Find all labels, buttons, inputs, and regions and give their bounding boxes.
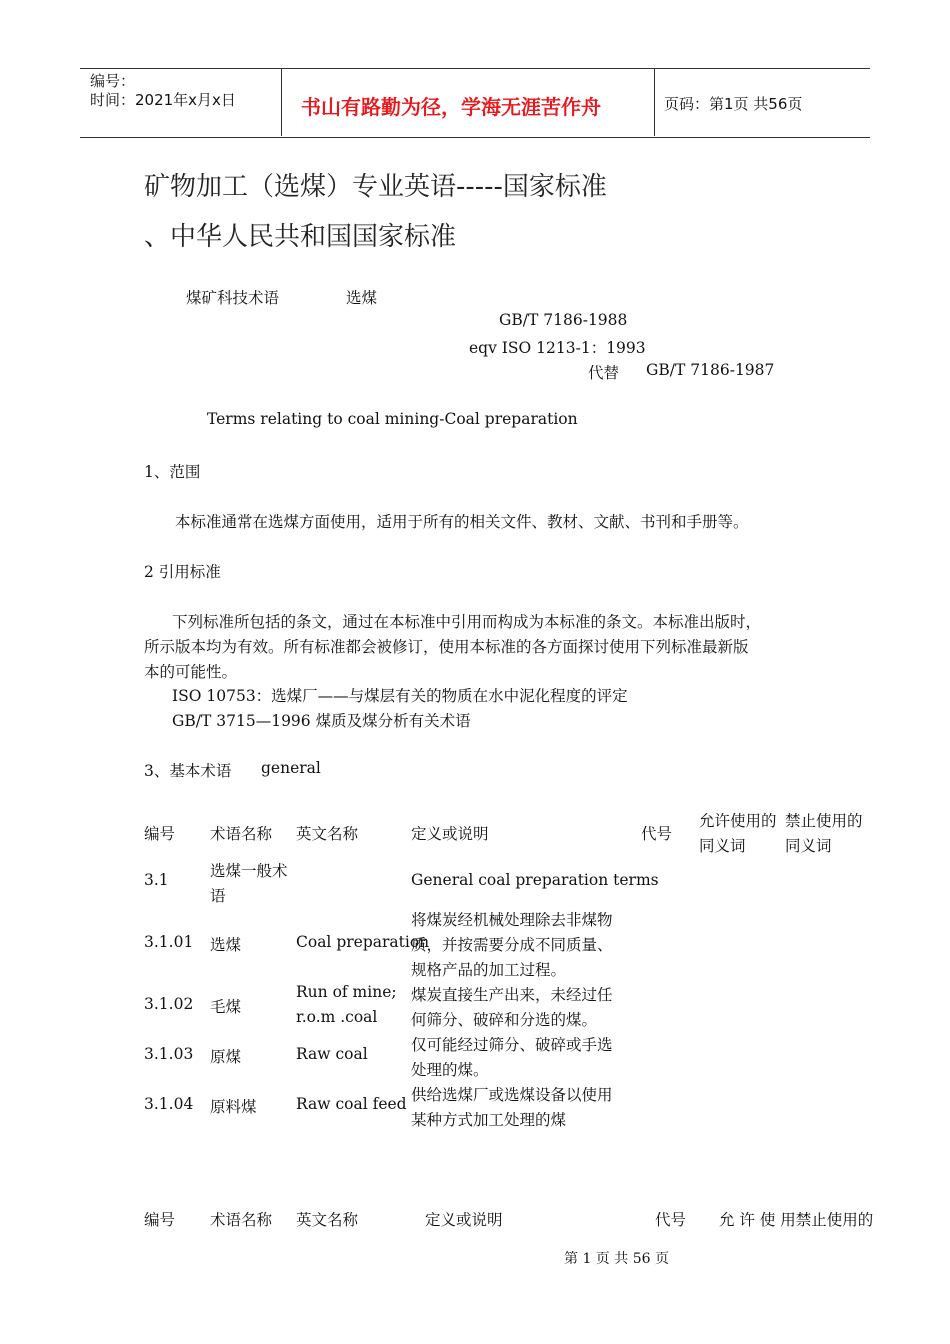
table-header-english: 英文名称 xyxy=(296,1211,359,1229)
section-heading: 2 引用标准 xyxy=(144,563,221,581)
header-divider xyxy=(281,68,282,136)
table-cell-definition: General coal preparation terms xyxy=(411,871,659,889)
table-header-banned-synonym: 同义词 xyxy=(785,837,832,855)
standard-topic: 选煤 xyxy=(346,289,378,307)
table-cell-english: Run of mine; xyxy=(296,983,397,1001)
table-cell-number: 3.1.04 xyxy=(144,1095,194,1113)
table-header-number: 编号 xyxy=(144,825,176,843)
header-time-label: 时间：2021年x月x日 xyxy=(90,91,236,109)
table-cell-definition: 质，并按需要分成不同质量、 xyxy=(411,936,613,954)
section-body-line: 本的可能性。 xyxy=(144,663,238,681)
table-cell-english: r.o.m .coal xyxy=(296,1008,378,1026)
table-cell-english: Coal preparation xyxy=(296,933,430,951)
standard-english-title: Terms relating to coal mining-Coal preparation xyxy=(207,410,578,428)
reference-item: GB/T 3715—1996 煤质及煤分析有关术语 xyxy=(172,712,471,730)
table-cell-definition: 煤炭直接生产出来，未经过任 xyxy=(411,986,613,1004)
standard-code: GB/T 7186-1988 xyxy=(499,311,628,329)
table-header-english: 英文名称 xyxy=(296,825,359,843)
table-cell-definition: 供给选煤厂或选煤设备以使用 xyxy=(411,1086,613,1104)
section-body-line: 下列标准所包括的条文，通过在本标准中引用而构成为本标准的条文。本标准出版时， xyxy=(172,613,762,631)
table-cell-english: Raw coal feed xyxy=(296,1095,407,1113)
table-cell-number: 3.1.01 xyxy=(144,933,194,951)
header-divider xyxy=(654,68,655,136)
table-header-code: 代号 xyxy=(655,1211,687,1229)
table-header-term: 术语名称 xyxy=(210,1211,273,1229)
table-header-allowed-synonym: 同义词 xyxy=(699,837,746,855)
standard-replaces-code: GB/T 7186-1987 xyxy=(646,361,775,379)
table-cell-term: 语 xyxy=(210,887,226,905)
table-header-number: 编号 xyxy=(144,1211,176,1229)
table-cell-number: 3.1.02 xyxy=(144,995,194,1013)
table-cell-term: 选煤 xyxy=(210,936,242,954)
table-header-definition: 定义或说明 xyxy=(425,1211,503,1229)
table-header-code: 代号 xyxy=(641,825,673,843)
table-cell-definition: 何筛分、破碎和分选的煤。 xyxy=(411,1011,598,1029)
table-cell-definition: 仅可能经过筛分、破碎或手选 xyxy=(411,1036,613,1054)
table-cell-definition: 处理的煤。 xyxy=(411,1061,489,1079)
header-page-info: 页码：第1页 共56页 xyxy=(664,95,803,113)
table-cell-term: 原料煤 xyxy=(210,1098,257,1116)
table-header-term: 术语名称 xyxy=(210,825,273,843)
table-cell-definition: 规格产品的加工过程。 xyxy=(411,961,567,979)
table-cell-term: 原煤 xyxy=(210,1048,242,1066)
header-number-label: 编号： xyxy=(90,72,136,90)
table-header-banned-synonym: 禁止使用的 xyxy=(785,812,863,830)
table-cell-number: 3.1.03 xyxy=(144,1045,194,1063)
section-heading: 1、范围 xyxy=(144,463,201,481)
table-cell-english: Raw coal xyxy=(296,1045,368,1063)
document-title-line1: 矿物加工（选煤）专业英语-----国家标准 xyxy=(144,172,607,202)
standard-eqv: eqv ISO 1213-1：1993 xyxy=(469,339,646,357)
section-heading-english: general xyxy=(261,759,321,777)
table-cell-term: 毛煤 xyxy=(210,998,242,1016)
table-cell-number: 3.1 xyxy=(144,871,169,889)
standard-subject: 煤矿科技术语 xyxy=(186,289,280,307)
table-cell-term: 选煤一般术 xyxy=(210,862,288,880)
table-header-definition: 定义或说明 xyxy=(411,825,489,843)
header-motto: 书山有路勤为径，学海无涯苦作舟 xyxy=(301,95,601,119)
page-footer: 第 1 页 共 56 页 xyxy=(564,1251,669,1267)
reference-item: ISO 10753：选煤厂——与煤层有关的物质在水中泥化程度的评定 xyxy=(172,687,628,705)
section-heading: 3、基本术语 xyxy=(144,762,232,780)
standard-replaces-label: 代替 xyxy=(588,364,620,382)
table-cell-definition: 某种方式加工处理的煤 xyxy=(411,1111,567,1129)
section-body-line: 所示版本均为有效。所有标准都会被修订，使用本标准的各方面探讨使用下列标准最新版 xyxy=(144,638,749,656)
table-header-allowed-synonym: 允许使用的 xyxy=(699,812,777,830)
document-title-line2: 、中华人民共和国国家标准 xyxy=(144,222,457,252)
table-header-allowed-synonym: 允 许 使 用禁止使用的 xyxy=(719,1211,874,1229)
table-cell-definition: 将煤炭经机械处理除去非煤物 xyxy=(411,911,613,929)
section-body: 本标准通常在选煤方面使用，适用于所有的相关文件、教材、文献、书刊和手册等。 xyxy=(175,513,749,531)
